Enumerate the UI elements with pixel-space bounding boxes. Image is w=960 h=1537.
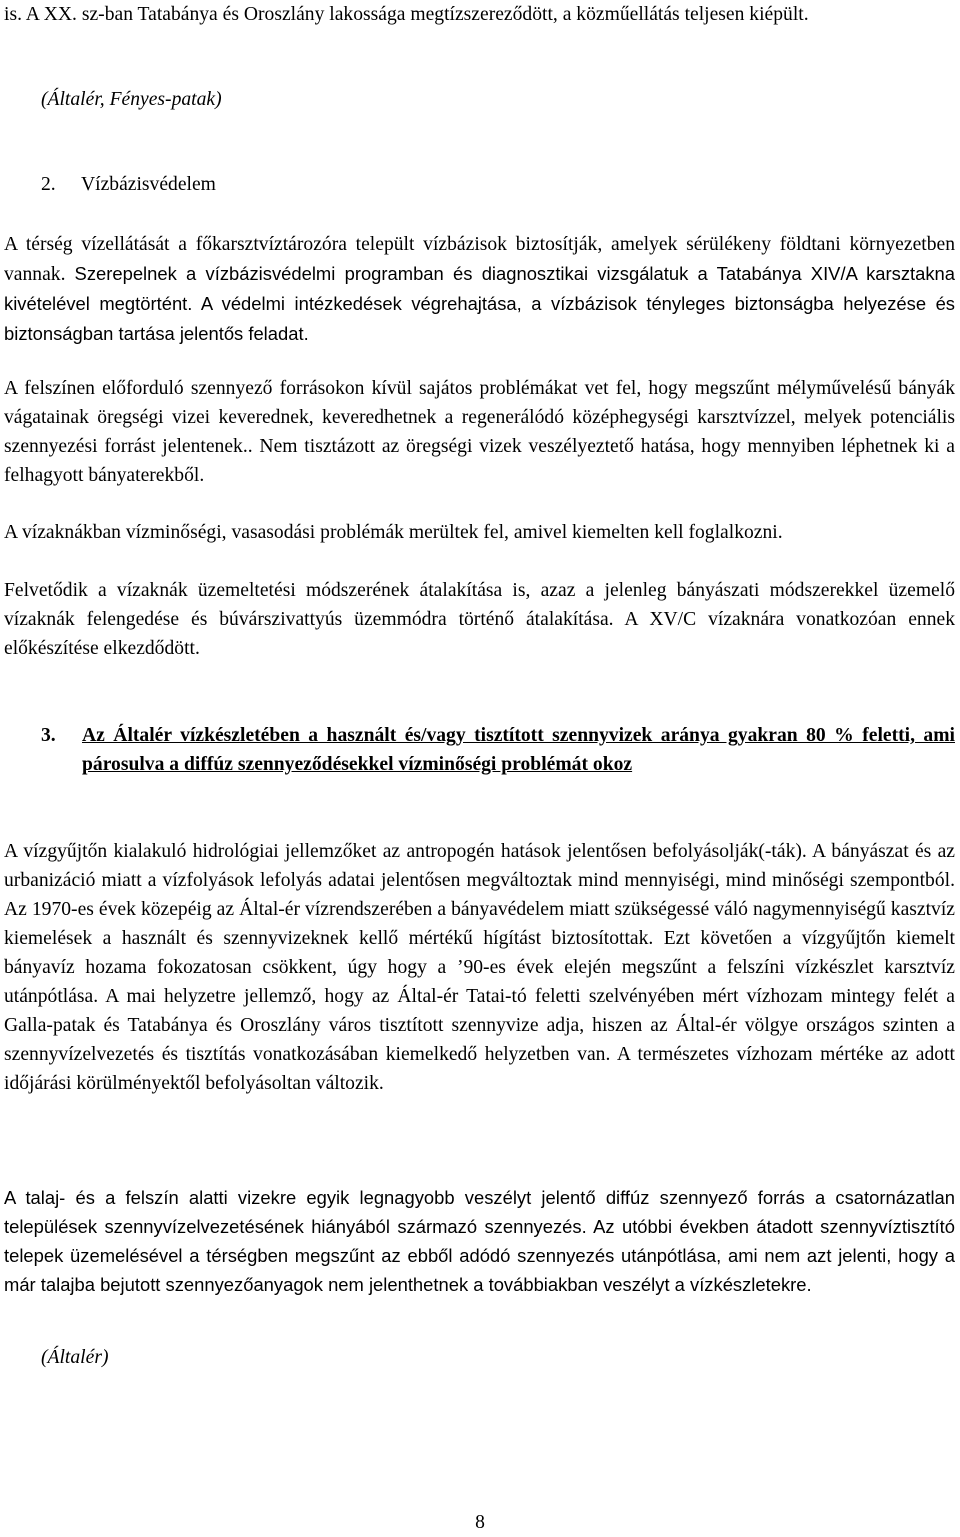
section3-source-text: (Általér) <box>41 1347 109 1368</box>
intro-source-text: (Általér, Fényes-patak) <box>41 89 222 110</box>
section3-paragraph-2 <box>4 1183 955 1299</box>
section3-title: Az Általér vízkészletében a használt és/vagy tisztított szennyvizek aránya gyakran 80 % feletti, ami párosulva a diffúz szennyeződésekkel vízminőségi problémát okoz <box>82 725 955 775</box>
page-number <box>0 1511 960 1535</box>
section3-number: 3. <box>41 725 56 746</box>
section2-paragraph-2 <box>4 374 955 490</box>
section2-p1-sans: Szerepelnek a vízbázisvédelmi programban és diagnosztikai vizsgálatuk a Tatabánya XIV/A karsztakna kivételével megtörtént. A védelmi intézkedések végrehajtása, a vízbázisok tényleges biztonságba helyezése és biztonságban tartása jelentős feladat. <box>4 263 956 344</box>
section2-p1-serif: A térség vízellátását a főkarsztvíztározóra települt vízbázisok biztosítják, amelyek sérülékeny földtani környezetben vannak. <box>4 234 955 285</box>
section2-p2-text: A felszínen előforduló szennyező forrásokon kívül sajátos problémákat vet fel, hogy megszűnt mélyművelésű bányák vágatainak öregségi vizei keverednek, keveredhetnek a regenerálódó középhegységi karsztvízzel, melyek potenciális szennyezési forrást jelentenek.. Nem tisztázott az öregségi vizek veszélyeztető hatása, hogy mennyiben léphetnek ki a felhagyott bányaterekből. <box>4 378 955 486</box>
section3-heading <box>41 721 955 779</box>
section2-paragraph-3 <box>4 518 955 547</box>
section2-title: Vízbázisvédelem <box>81 174 216 195</box>
section3-p2-text: A talaj- és a felszín alatti vizekre egyik legnagyobb veszélyt jelentő diffúz szennyező forrás a csatornázatlan települések szennyvízelvezetésének hiányából származó szennyezés. Az utóbbi években átadott szennyvíztisztító telepek üzemelésével a térségben megszűnt az ebből adódó szennyezés utánpótlása, ami nem azt jelenti, hogy a már talajba bejutott szennyezőanyagok nem jelenthetnek a továbbiakban veszélyt a vízkészletekre. <box>4 1187 955 1295</box>
intro-text: is. A XX. sz-ban Tatabánya és Oroszlány lakossága megtízszereződött, a közműellátás teljesen kiépült. <box>4 4 809 25</box>
section2-heading <box>41 170 216 199</box>
section2-paragraph-1 <box>4 230 955 349</box>
section2-p4-text: Felvetődik a vízaknák üzemeltetési módszerének átalakítása is, azaz a jelenleg bányászati módszerekkel üzemelő vízaknák felengedése és búvárszivattyús üzemmódra történő átalakítása. A XV/C vízaknára vonatkozóan ennek előkészítése elkezdődött. <box>4 580 955 659</box>
section3-source <box>41 1343 641 1372</box>
section3-paragraph-1 <box>4 837 955 1098</box>
section2-paragraph-4 <box>4 576 955 663</box>
intro-paragraph <box>4 0 955 29</box>
section2-number: 2. <box>41 174 56 195</box>
page-number-text: 8 <box>475 1512 485 1533</box>
intro-source <box>41 85 641 114</box>
section2-p3-text: A vízaknákban vízminőségi, vasasodási problémák merültek fel, amivel kiemelten kell foglalkozni. <box>4 522 783 543</box>
section3-p1-text: A vízgyűjtőn kialakuló hidrológiai jellemzőket az antropogén hatások jelentősen befolyásolják(-ták). A bányászat és az urbanizáció miatt a vízfolyások lefolyás adatai jelentősen megváltoztak mind mennyiségi, mind minőségi szempontból. Az 1970-es évek közepéig az Által-ér vízrendszerében a bányavédelem miatt szükségessé váló nagymennyiségű kasztvíz kiemelések a használt és szennyvizeknek kellő mértékű hígítást biztosítottak. Ezt követően a vízgyűjtőn kiemelt bányavíz hozama fokozatosan csökkent, úgy hogy a ’90-es évek elején megszűnt a felszíni vízkészlet karsztvíz utánpótlása. A mai helyzetre jellemző, hogy az Által-ér Tatai-tó feletti szelvényében mért vízhozam mintegy felét a Galla-patak és Tatabánya és Oroszlány város tisztított szennyvize adja, hiszen az Által-ér völgye országos szinten a szennyvízelvezetés és tisztítás vonatkozásában kiemelkedő helyzetben van. A természetes vízhozam mértéke az adott időjárási körülményektől befolyásoltan változik. <box>4 841 955 1094</box>
